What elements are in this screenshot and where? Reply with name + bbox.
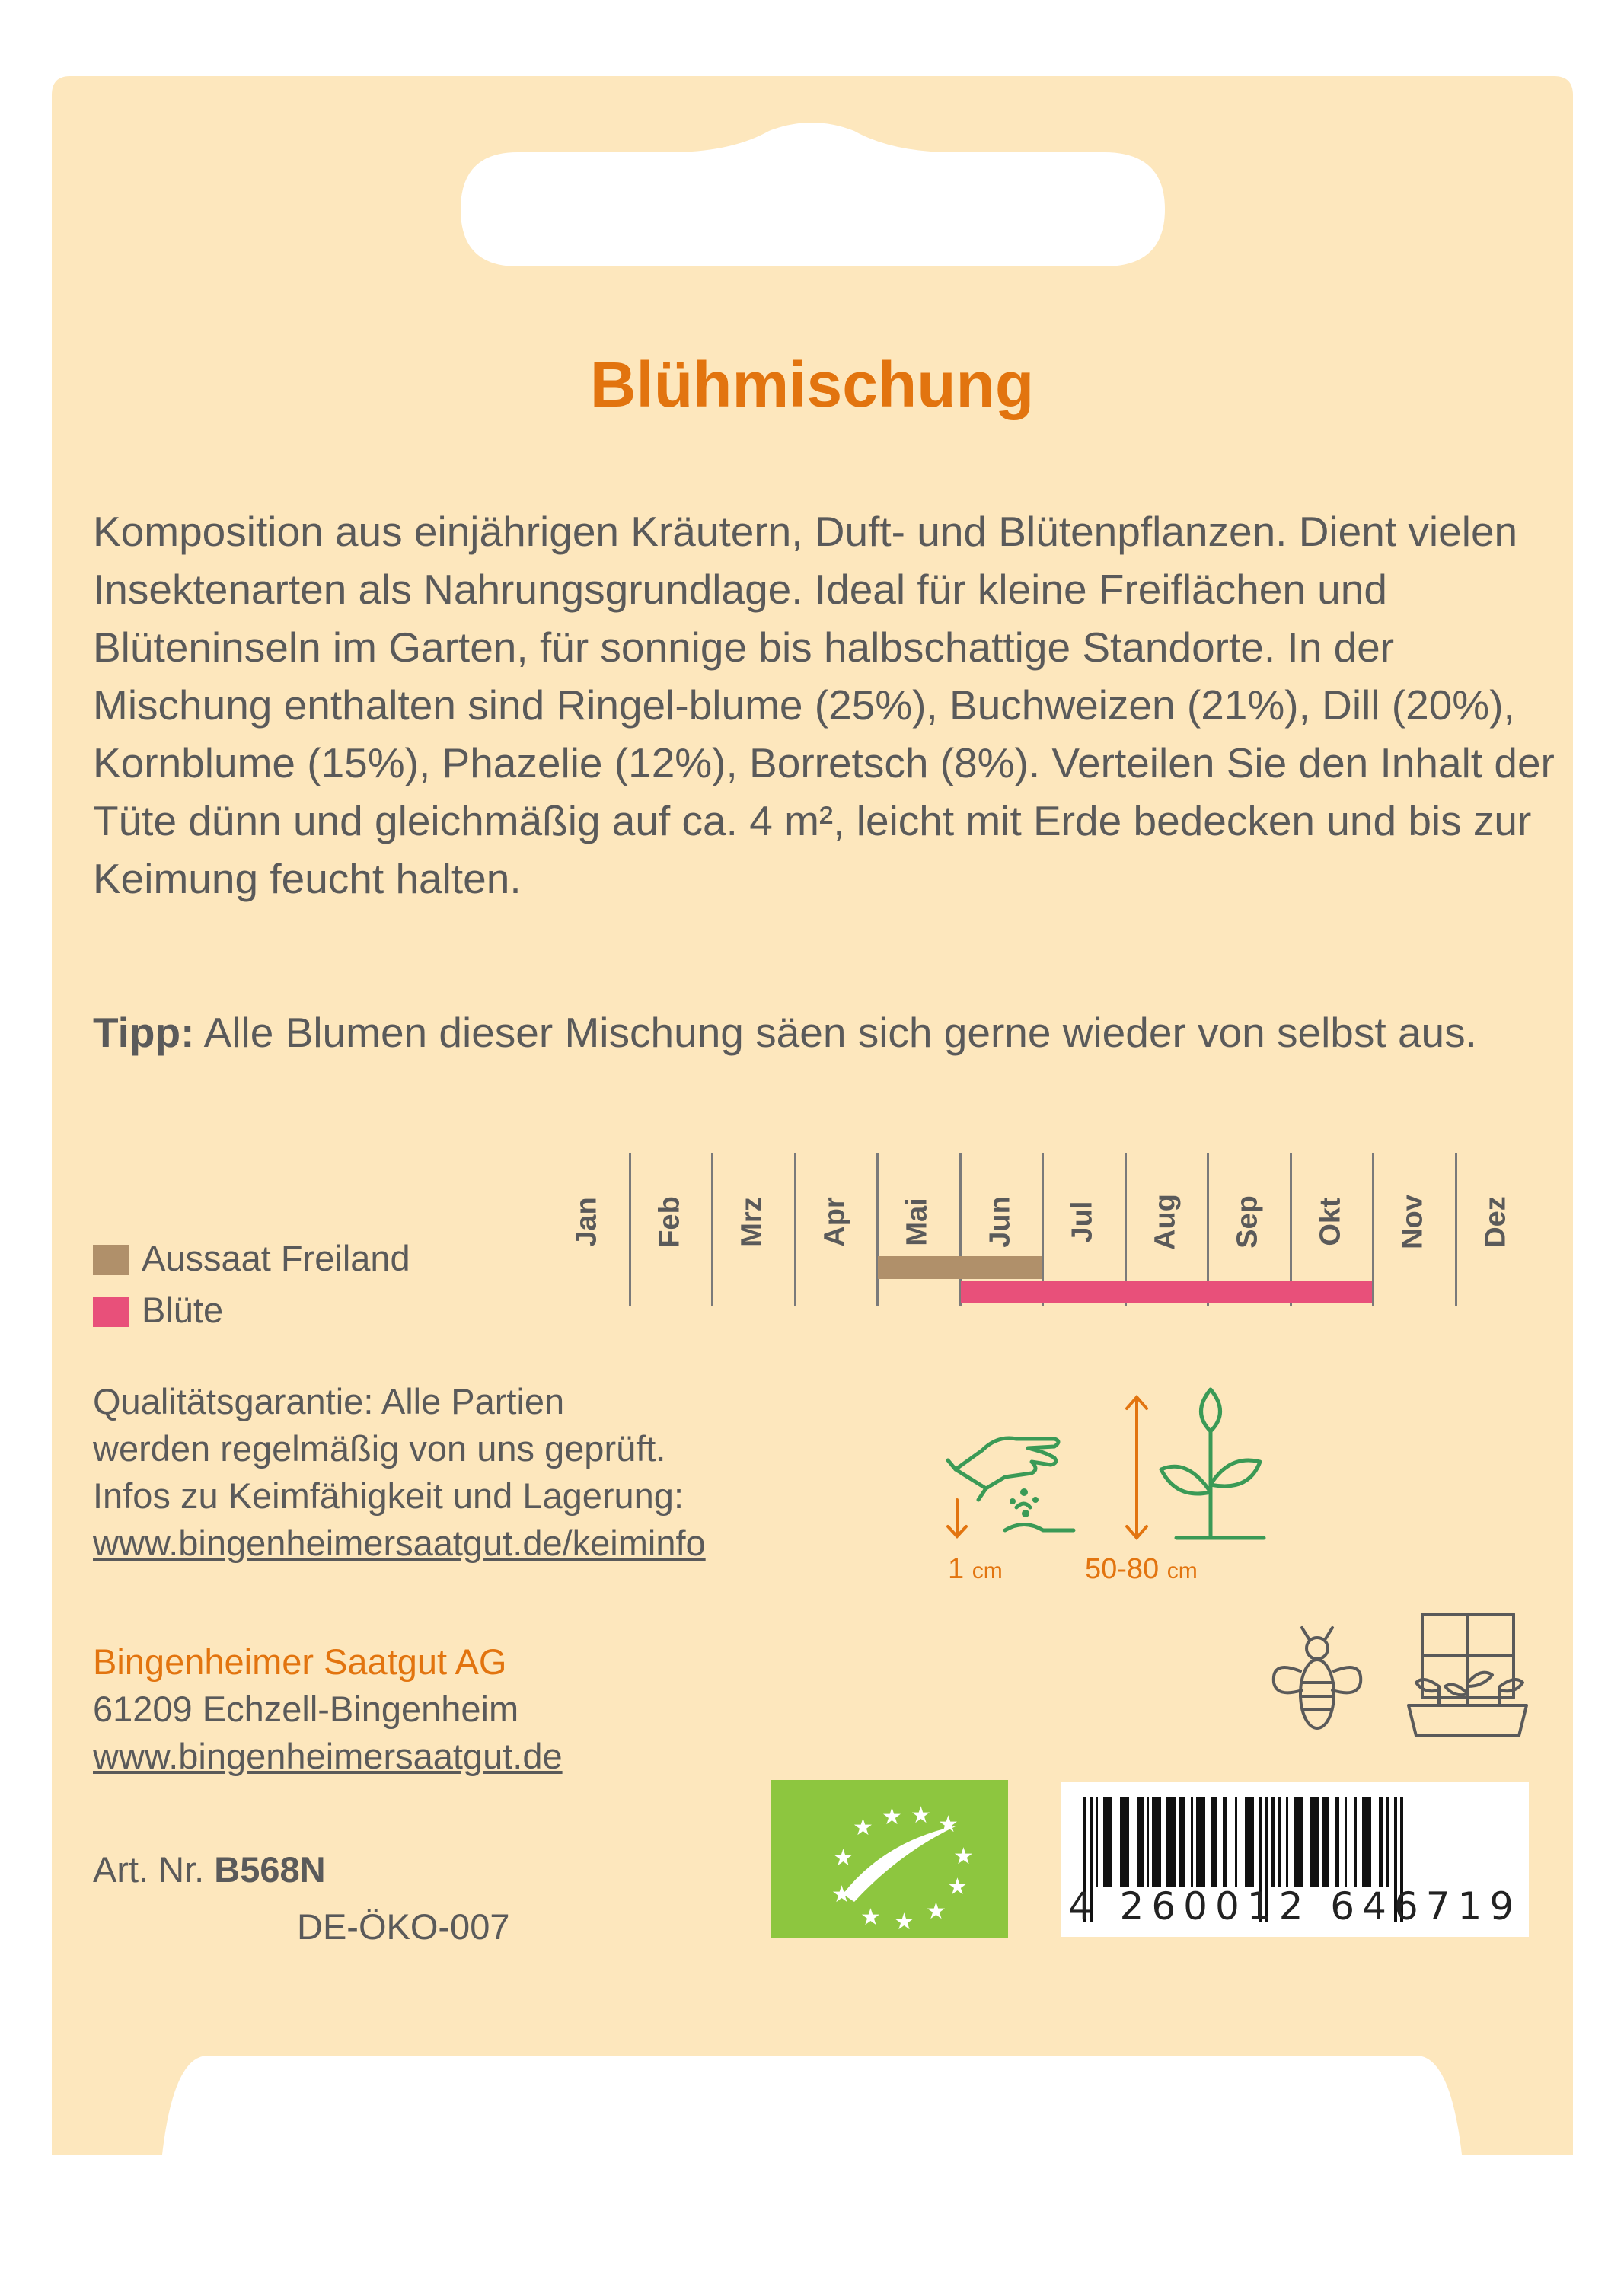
bee-icon	[1268, 1622, 1367, 1736]
barcode-bar	[1386, 1797, 1389, 1887]
barcode-bar	[1120, 1797, 1129, 1887]
legend-label-bloom: Blüte	[142, 1290, 224, 1330]
month-label: Mrz	[735, 1197, 768, 1247]
legend-bloom	[93, 1289, 223, 1332]
month-label: Jun	[984, 1196, 1016, 1248]
month-nov	[1375, 1172, 1451, 1271]
month-aug	[1128, 1172, 1204, 1271]
hand-sowing-icon	[940, 1416, 1077, 1546]
company-block	[93, 1638, 563, 1780]
svg-text:★: ★	[853, 1814, 873, 1841]
month-label: Mai	[901, 1198, 933, 1246]
svg-text:★: ★	[831, 1881, 852, 1908]
barcode-bar	[1096, 1797, 1098, 1887]
month-divider	[1455, 1153, 1457, 1306]
svg-text:★: ★	[882, 1804, 902, 1830]
plant-height-unit: cm	[1166, 1558, 1198, 1584]
svg-text:★: ★	[926, 1898, 946, 1925]
svg-text:★: ★	[911, 1802, 931, 1829]
sowing-depth-value: 1	[948, 1553, 965, 1585]
svg-text:★: ★	[938, 1811, 959, 1838]
month-dez	[1458, 1172, 1534, 1271]
barcode-bar	[1362, 1797, 1371, 1887]
barcode-bar	[1322, 1797, 1329, 1887]
month-divider	[1372, 1153, 1374, 1306]
month-label: Jul	[1066, 1201, 1099, 1243]
barcode-bar	[1166, 1797, 1176, 1887]
legend-sowing	[93, 1237, 410, 1280]
barcode-bar	[1152, 1797, 1161, 1887]
quality-line-3: Infos zu Keimfähigkeit und Lagerung:	[93, 1475, 684, 1516]
company-address: 61209 Echzell-Bingenheim	[93, 1689, 519, 1729]
barcode-bar	[1196, 1797, 1205, 1887]
month-divider	[876, 1153, 879, 1306]
bloom-bar	[961, 1281, 1373, 1303]
month-label: Feb	[653, 1196, 686, 1248]
barcode-bar	[1211, 1797, 1217, 1887]
barcode-bar	[1278, 1797, 1281, 1887]
sowing-bar	[878, 1256, 1042, 1279]
month-divider	[794, 1153, 796, 1306]
eu-organic-logo	[771, 1780, 1008, 1938]
month-jul	[1045, 1172, 1121, 1271]
barcode-bar	[1294, 1797, 1303, 1887]
month-feb	[632, 1172, 708, 1271]
company-name: Bingenheimer Saatgut AG	[93, 1641, 507, 1682]
sowing-depth-unit: cm	[972, 1558, 1003, 1584]
eco-control-code: DE-ÖKO-007	[297, 1906, 510, 1947]
window-box-icon	[1401, 1610, 1534, 1743]
barcode-bar	[1191, 1797, 1193, 1887]
tip-text: Alle Blumen dieser Mischung säen sich gerne wieder von selbst aus.	[194, 1009, 1477, 1056]
month-divider	[711, 1153, 713, 1306]
month-jan	[549, 1172, 625, 1271]
plant-height-label	[1085, 1553, 1198, 1586]
barcode-bar	[1310, 1797, 1319, 1887]
legend-swatch-bloom	[93, 1297, 129, 1327]
svg-text:★: ★	[953, 1843, 974, 1870]
barcode-number: 4 260012 646719	[1067, 1884, 1522, 1928]
barcode-bar	[1354, 1797, 1357, 1887]
legend-swatch-sowing	[93, 1245, 129, 1275]
tip-paragraph	[93, 1003, 1539, 1061]
barcode-bar	[1147, 1797, 1149, 1887]
month-label: Jan	[570, 1197, 603, 1247]
quality-guarantee	[93, 1378, 930, 1567]
article-number	[93, 1846, 326, 1893]
barcode-bar	[1137, 1797, 1144, 1887]
legend-label-sowing: Aussaat Freiland	[142, 1238, 410, 1278]
barcode-bar	[1179, 1797, 1185, 1887]
barcode-bar	[1245, 1797, 1254, 1887]
barcode-bar	[1271, 1797, 1275, 1887]
svg-text:★: ★	[833, 1845, 853, 1871]
month-label: Nov	[1396, 1195, 1429, 1249]
quality-line-2: werden regelmäßig von uns geprüft.	[93, 1428, 666, 1469]
month-sep	[1210, 1172, 1286, 1271]
keiminfo-link[interactable]: www.bingenheimersaatgut.de/keiminfo	[93, 1523, 706, 1563]
svg-text:★: ★	[894, 1909, 914, 1935]
month-apr	[797, 1172, 873, 1271]
barcode-bar	[1223, 1797, 1227, 1887]
product-title: Blühmischung	[589, 349, 1035, 420]
svg-text:★: ★	[860, 1904, 881, 1931]
month-mrz	[714, 1172, 790, 1271]
month-label: Apr	[818, 1197, 851, 1247]
month-divider	[629, 1153, 631, 1306]
plant-height-value: 50-80	[1085, 1553, 1160, 1585]
barcode-bar	[1235, 1797, 1237, 1887]
article-label: Art. Nr.	[93, 1849, 215, 1890]
barcode-bar	[1286, 1797, 1288, 1887]
plant-height-icon	[1112, 1386, 1279, 1553]
company-website-link[interactable]: www.bingenheimersaatgut.de	[93, 1736, 563, 1776]
month-label: Okt	[1314, 1198, 1347, 1246]
article-value: B568N	[214, 1849, 326, 1890]
month-okt	[1293, 1172, 1369, 1271]
product-description: Komposition aus einjährigen Kräutern, Duft- und Blütenpflanzen. Dient vielen Insektenarten als Nahrungsgrundlage. Ideal für kleine Freiflächen und Blüteninseln im Garten, für sonnige bis halbschattige Standorte. In der Mischung enthalten sind Ringel-blume (25%), Buchweizen (21%), Dill (20%), Kornblume (15%), Phazelie (12%), Borretsch (8%). Verteilen Sie den Inhalt der Tüte dünn und gleichmäßig auf ca. 4 m², leicht mit Erde bedecken und bis zur Keimung feucht halten.	[93, 508, 1555, 902]
barcode-bar	[1379, 1797, 1383, 1887]
month-label: Sep	[1231, 1195, 1264, 1249]
month-label: Dez	[1479, 1196, 1512, 1248]
sowing-depth-label	[948, 1553, 1003, 1586]
svg-text:★: ★	[947, 1874, 968, 1900]
month-label: Aug	[1149, 1194, 1182, 1250]
barcode-bar	[1345, 1797, 1347, 1887]
tip-label: Tipp:	[93, 1009, 195, 1056]
quality-line-1: Qualitätsgarantie: Alle Partien	[93, 1381, 565, 1421]
barcode-bar	[1335, 1797, 1339, 1887]
barcode-bar	[1103, 1797, 1112, 1887]
